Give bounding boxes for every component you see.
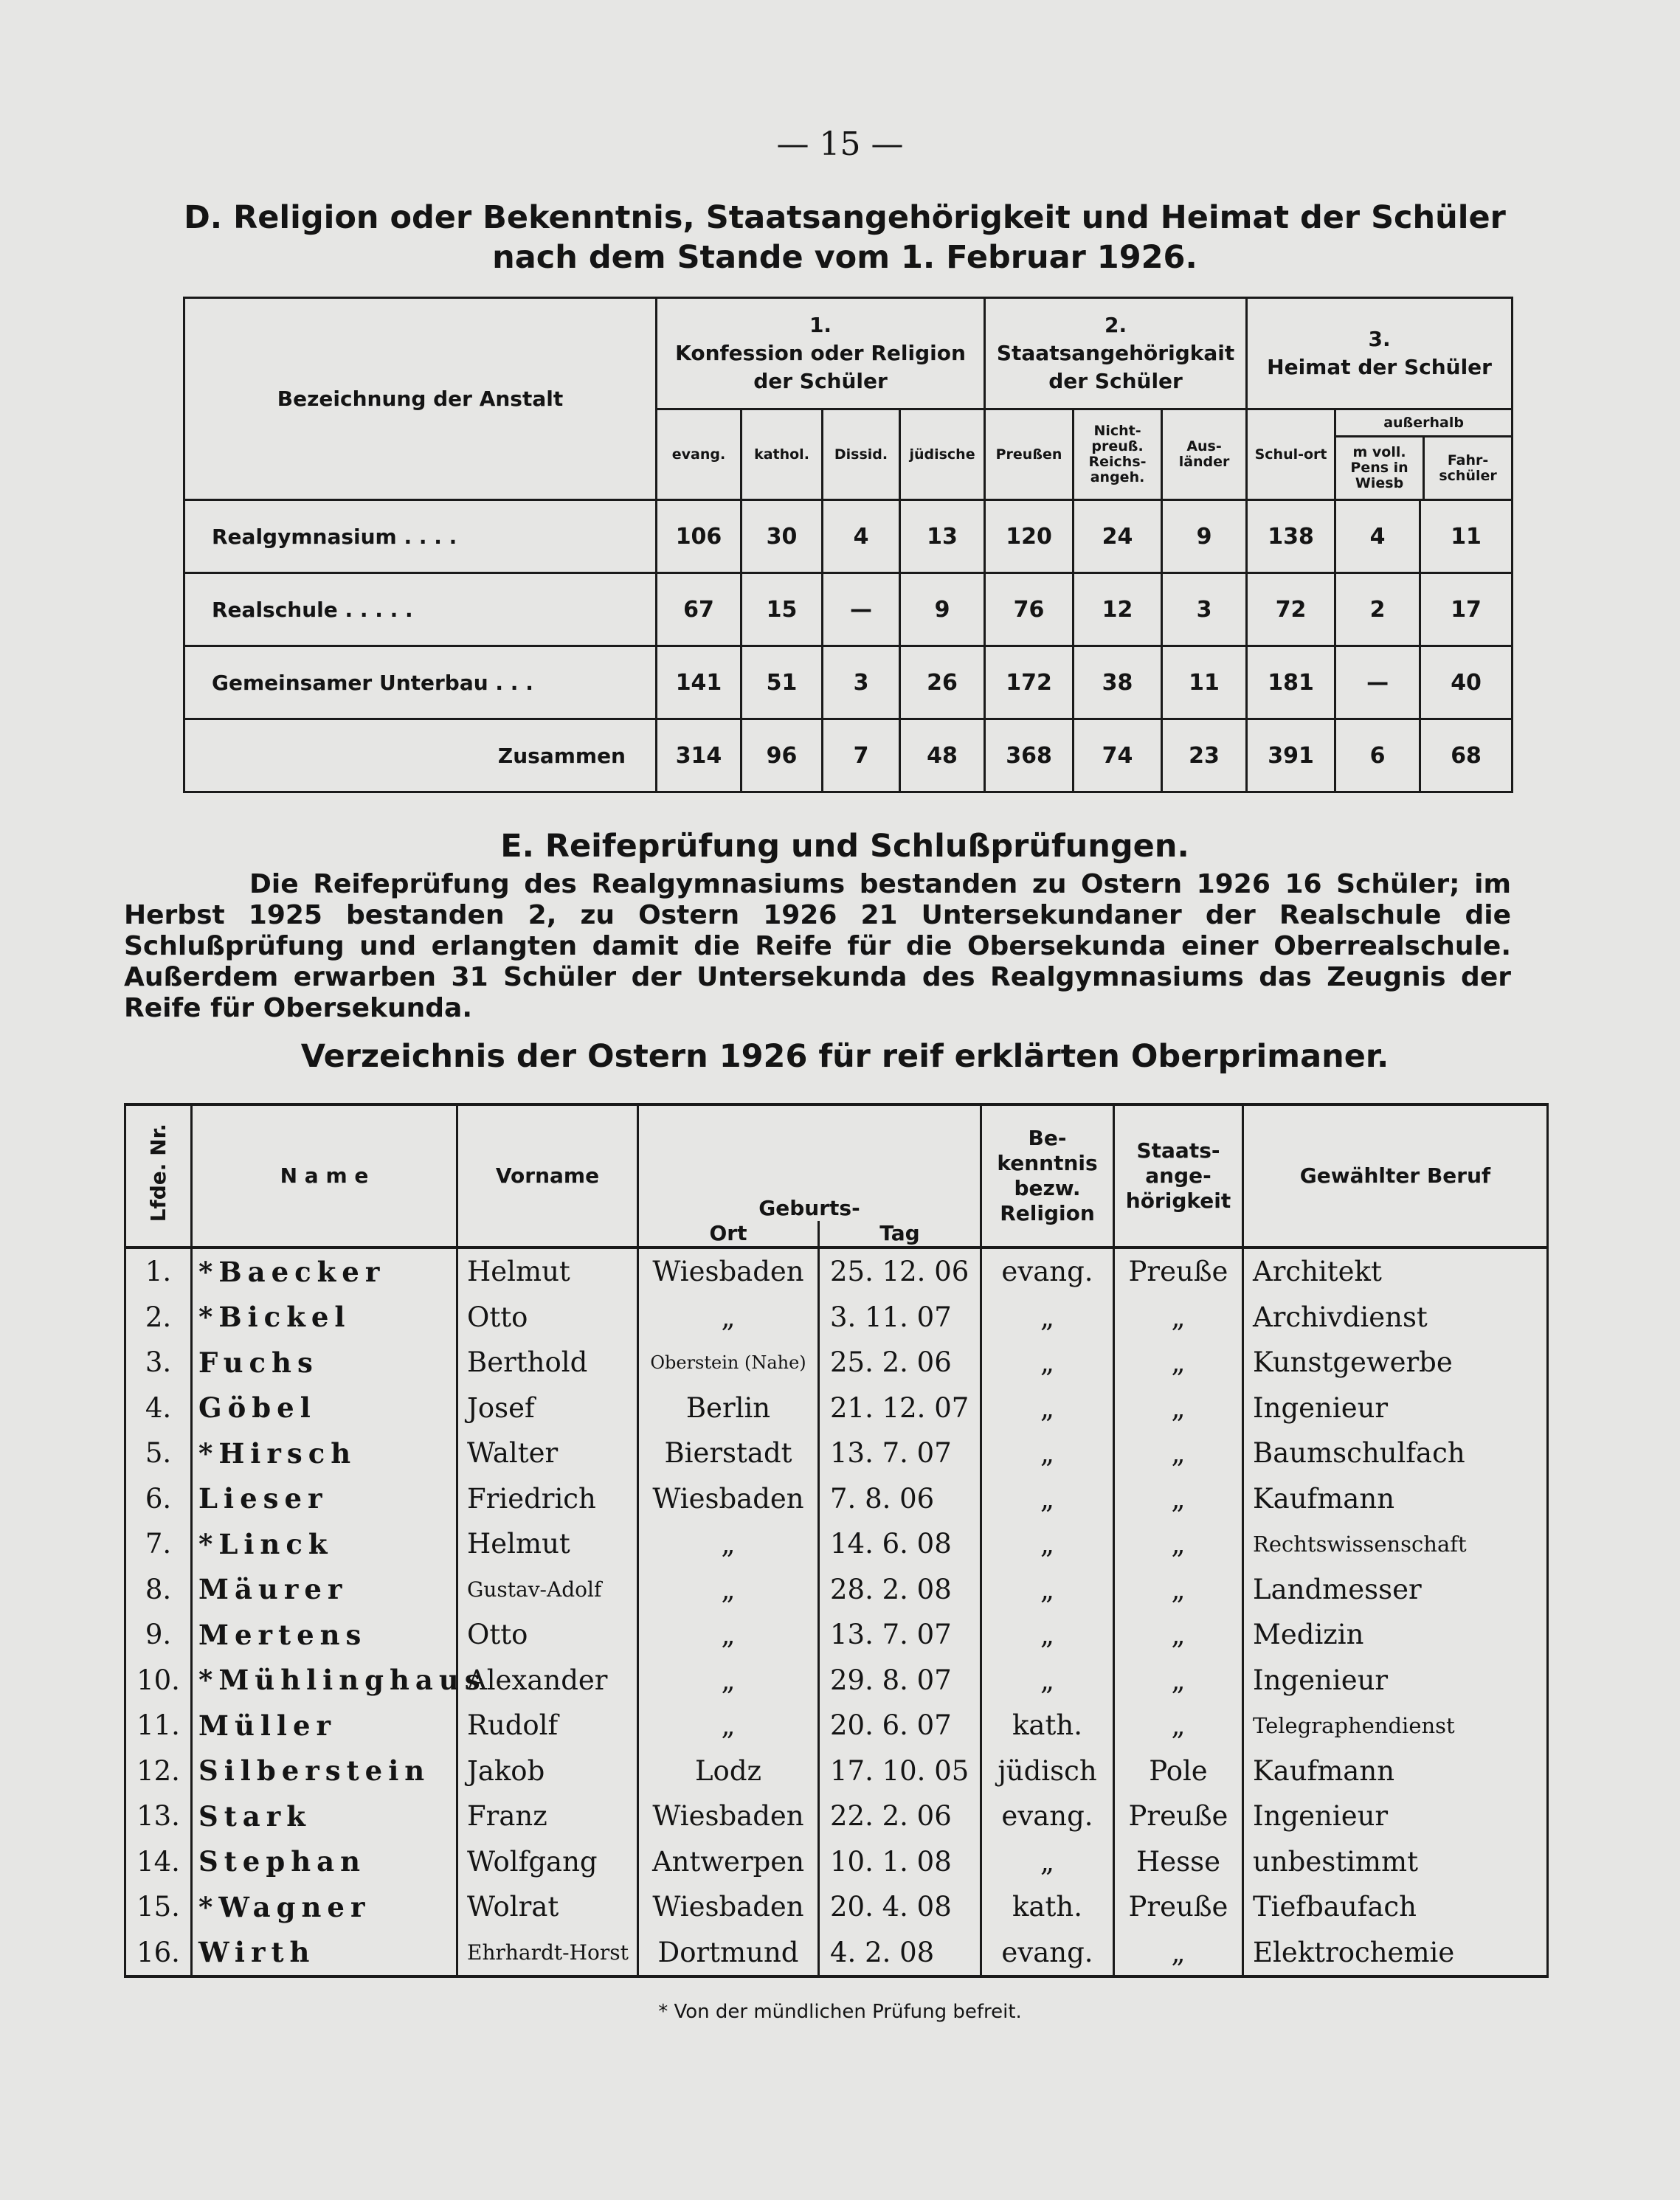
footnote: * Von der mündlichen Prüfung befreit. bbox=[658, 2001, 1022, 2023]
header-group-konfession bbox=[657, 298, 985, 409]
row-nr: 1. bbox=[125, 1248, 192, 1295]
table-row bbox=[125, 1340, 1548, 1386]
cell: 4 bbox=[823, 500, 900, 573]
cell: 72 bbox=[1247, 573, 1335, 646]
row-bekenntnis: evang. bbox=[981, 1248, 1114, 1295]
row-ort: Wiesbaden bbox=[638, 1793, 819, 1839]
row-vorname: Helmut bbox=[457, 1248, 638, 1295]
cell: 106 bbox=[657, 500, 742, 573]
row-bekenntnis: „ bbox=[981, 1612, 1114, 1658]
cell: 368 bbox=[985, 719, 1074, 792]
row-ort: Antwerpen bbox=[638, 1839, 819, 1885]
row-ort: „ bbox=[638, 1295, 819, 1341]
row-staat: „ bbox=[1114, 1521, 1243, 1567]
row-bekenntnis: „ bbox=[981, 1567, 1114, 1613]
row-name: Wirth bbox=[192, 1930, 457, 1977]
cell: 7 bbox=[823, 719, 900, 792]
cell: 40 bbox=[1420, 646, 1513, 719]
row-ort: „ bbox=[638, 1567, 819, 1613]
cell: — bbox=[1335, 646, 1420, 719]
cell: 26 bbox=[900, 646, 985, 719]
row-beruf: Medizin bbox=[1243, 1612, 1548, 1658]
cell: 76 bbox=[985, 573, 1074, 646]
row-staat: „ bbox=[1114, 1340, 1243, 1386]
row-nr: 13. bbox=[125, 1793, 192, 1839]
cell: 181 bbox=[1247, 646, 1335, 719]
row-bekenntnis: kath. bbox=[981, 1703, 1114, 1748]
header-staats: Staats-ange-hörigkeit bbox=[1114, 1104, 1243, 1248]
row-staat: „ bbox=[1114, 1476, 1243, 1522]
row-nr: 5. bbox=[125, 1431, 192, 1476]
cell: 138 bbox=[1247, 500, 1335, 573]
row-vorname: Franz bbox=[457, 1793, 638, 1839]
row-vorname: Josef bbox=[457, 1386, 638, 1431]
row-staat: „ bbox=[1114, 1612, 1243, 1658]
row-tag: 20. 4. 08 bbox=[819, 1884, 981, 1930]
row-tag: 13. 7. 07 bbox=[819, 1431, 981, 1476]
row-tag: 14. 6. 08 bbox=[819, 1521, 981, 1567]
row-nr: 7. bbox=[125, 1521, 192, 1567]
header-schulort: Schul-ort bbox=[1247, 409, 1335, 500]
row-nr: 3. bbox=[125, 1340, 192, 1386]
row-tag: 22. 2. 06 bbox=[819, 1793, 981, 1839]
row-ort: Wiesbaden bbox=[638, 1248, 819, 1295]
header-tag: Tag bbox=[819, 1221, 981, 1248]
row-ort: Dortmund bbox=[638, 1930, 819, 1977]
header-group-heimat-num: 3. bbox=[1368, 327, 1391, 351]
table-row bbox=[125, 1793, 1548, 1839]
cell: 23 bbox=[1162, 719, 1247, 792]
section-e-paragraph: Die Reifeprüfung des Realgymnasiums bestanden zu Ostern 1926 16 Schüler; im Herbst 1925 bestanden 2, zu Ostern 1926 21 Untersekundaner der Realschule die Schlußprüfung und erlangten damit die Reife für die Obersekunda einer Oberrealschule. Außerdem erwarben 31 Schüler der Untersekunda des Realgymnasiums das Zeugnis der Reife für Obersekunda. bbox=[124, 869, 1511, 1023]
row-nr: 4. bbox=[125, 1386, 192, 1431]
row-bekenntnis: evang. bbox=[981, 1930, 1114, 1977]
header-ort: Ort bbox=[638, 1221, 819, 1248]
row-name: *Hirsch bbox=[192, 1431, 457, 1476]
row-ort: „ bbox=[638, 1658, 819, 1703]
table-row bbox=[125, 1703, 1548, 1748]
cell: 391 bbox=[1247, 719, 1335, 792]
row-name: Stephan bbox=[192, 1839, 457, 1885]
row-ort: Wiesbaden bbox=[638, 1884, 819, 1930]
row-ort: Oberstein (Nahe) bbox=[638, 1340, 819, 1386]
row-ort: „ bbox=[638, 1521, 819, 1567]
row-vorname: Walter bbox=[457, 1431, 638, 1476]
row-bekenntnis: „ bbox=[981, 1386, 1114, 1431]
header-beruf: Gewählter Beruf bbox=[1243, 1104, 1548, 1248]
row-bekenntnis: „ bbox=[981, 1839, 1114, 1885]
row-nr: 9. bbox=[125, 1612, 192, 1658]
row-ort: Wiesbaden bbox=[638, 1476, 819, 1522]
header-group-heimat bbox=[1247, 298, 1513, 409]
row-bekenntnis: „ bbox=[981, 1295, 1114, 1341]
row-tag: 3. 11. 07 bbox=[819, 1295, 981, 1341]
cell: 9 bbox=[1162, 500, 1247, 573]
table-row-total bbox=[184, 719, 1513, 792]
row-staat: Hesse bbox=[1114, 1839, 1243, 1885]
row-beruf: Tiefbaufach bbox=[1243, 1884, 1548, 1930]
row-vorname: Wolfgang bbox=[457, 1839, 638, 1885]
cell: 3 bbox=[1162, 573, 1247, 646]
header-bekenntnis: Be-kenntnis bezw. Religion bbox=[981, 1104, 1114, 1248]
row-beruf: Ingenieur bbox=[1243, 1793, 1548, 1839]
religion-statistics-table bbox=[183, 297, 1513, 793]
row-beruf: Ingenieur bbox=[1243, 1386, 1548, 1431]
cell: 141 bbox=[657, 646, 742, 719]
row-tag: 13. 7. 07 bbox=[819, 1612, 981, 1658]
row-vorname: Berthold bbox=[457, 1340, 638, 1386]
header-nichtpreuss: Nicht-preuß. Reichs-angeh. bbox=[1074, 409, 1162, 500]
section-d-title bbox=[170, 198, 1520, 277]
header-anstalt: Bezeichnung der Anstalt bbox=[184, 298, 657, 500]
row-tag: 21. 12. 07 bbox=[819, 1386, 981, 1431]
row-name: *Wagner bbox=[192, 1884, 457, 1930]
row-tag: 17. 10. 05 bbox=[819, 1748, 981, 1794]
table-row bbox=[125, 1476, 1548, 1522]
table-row bbox=[125, 1521, 1548, 1567]
row-label: Realschule . . . . . bbox=[184, 573, 657, 646]
cell: 2 bbox=[1335, 573, 1420, 646]
row-beruf: Telegraphendienst bbox=[1243, 1703, 1548, 1748]
header-vorname: Vorname bbox=[457, 1104, 638, 1248]
row-staat: „ bbox=[1114, 1386, 1243, 1431]
row-tag: 29. 8. 07 bbox=[819, 1658, 981, 1703]
row-tag: 7. 8. 06 bbox=[819, 1476, 981, 1522]
row-beruf: unbestimmt bbox=[1243, 1839, 1548, 1885]
row-name: *Baecker bbox=[192, 1248, 457, 1295]
row-staat: „ bbox=[1114, 1295, 1243, 1341]
row-staat: „ bbox=[1114, 1930, 1243, 1977]
row-bekenntnis: „ bbox=[981, 1431, 1114, 1476]
header-name: N a m e bbox=[192, 1104, 457, 1248]
table-row bbox=[125, 1839, 1548, 1885]
cell: — bbox=[823, 573, 900, 646]
header-preussen: Preußen bbox=[985, 409, 1074, 500]
section-d-title-line2: nach dem Stande vom 1. Februar 1926. bbox=[492, 239, 1197, 276]
table-row bbox=[184, 646, 1513, 719]
row-tag: 25. 12. 06 bbox=[819, 1248, 981, 1295]
row-vorname: Alexander bbox=[457, 1658, 638, 1703]
row-tag: 10. 1. 08 bbox=[819, 1839, 981, 1885]
header-group-staat-label: Staatsangehörigkait der Schüler bbox=[996, 341, 1235, 393]
row-beruf: Elektrochemie bbox=[1243, 1930, 1548, 1977]
header-pension: m voll. Pens in Wiesb bbox=[1336, 437, 1425, 499]
table-row bbox=[125, 1930, 1548, 1977]
header-ausserhalb bbox=[1335, 409, 1513, 500]
row-bekenntnis: „ bbox=[981, 1340, 1114, 1386]
row-beruf: Kunstgewerbe bbox=[1243, 1340, 1548, 1386]
row-tag: 20. 6. 07 bbox=[819, 1703, 981, 1748]
row-name: Fuchs bbox=[192, 1340, 457, 1386]
cell: 13 bbox=[900, 500, 985, 573]
row-label: Realgymnasium . . . . bbox=[184, 500, 657, 573]
row-tag: 25. 2. 06 bbox=[819, 1340, 981, 1386]
header-auslaender: Aus-länder bbox=[1162, 409, 1247, 500]
cell: 74 bbox=[1074, 719, 1162, 792]
row-beruf: Baumschulfach bbox=[1243, 1431, 1548, 1476]
row-name: *Linck bbox=[192, 1521, 457, 1567]
table-row bbox=[125, 1612, 1548, 1658]
row-staat: Preuße bbox=[1114, 1884, 1243, 1930]
cell: 12 bbox=[1074, 573, 1162, 646]
verzeichnis-title: Verzeichnis der Ostern 1926 für reif erklärten Oberprimaner. bbox=[300, 1038, 1389, 1075]
header-juedische: jüdische bbox=[900, 409, 985, 500]
row-ort: „ bbox=[638, 1612, 819, 1658]
header-kathol: kathol. bbox=[742, 409, 823, 500]
cell: 38 bbox=[1074, 646, 1162, 719]
table-row bbox=[184, 573, 1513, 646]
row-ort: „ bbox=[638, 1703, 819, 1748]
table-row bbox=[125, 1386, 1548, 1431]
row-beruf: Rechtswissenschaft bbox=[1243, 1521, 1548, 1567]
cell: 24 bbox=[1074, 500, 1162, 573]
table-row bbox=[125, 1658, 1548, 1703]
row-name: Lieser bbox=[192, 1476, 457, 1522]
cell: 48 bbox=[900, 719, 985, 792]
header-group-konfession-num: 1. bbox=[809, 313, 832, 337]
row-bekenntnis: „ bbox=[981, 1476, 1114, 1522]
cell: 9 bbox=[900, 573, 985, 646]
row-vorname: Gustav-Adolf bbox=[457, 1567, 638, 1613]
row-beruf: Landmesser bbox=[1243, 1567, 1548, 1613]
row-staat: Pole bbox=[1114, 1748, 1243, 1794]
row-beruf: Archivdienst bbox=[1243, 1295, 1548, 1341]
cell: 15 bbox=[742, 573, 823, 646]
row-vorname: Helmut bbox=[457, 1521, 638, 1567]
section-e-title: E. Reifeprüfung und Schlußprüfungen. bbox=[500, 828, 1189, 865]
row-staat: „ bbox=[1114, 1658, 1243, 1703]
table-row bbox=[125, 1748, 1548, 1794]
header-group-konfession-label: Konfession oder Religion der Schüler bbox=[675, 341, 966, 393]
row-beruf: Ingenieur bbox=[1243, 1658, 1548, 1703]
header-evang: evang. bbox=[657, 409, 742, 500]
row-name: Silberstein bbox=[192, 1748, 457, 1794]
row-vorname: Jakob bbox=[457, 1748, 638, 1794]
row-label-total: Zusammen bbox=[184, 719, 657, 792]
table-row bbox=[125, 1884, 1548, 1930]
row-bekenntnis: „ bbox=[981, 1658, 1114, 1703]
row-ort: Lodz bbox=[638, 1748, 819, 1794]
row-name: Stark bbox=[192, 1793, 457, 1839]
row-staat: „ bbox=[1114, 1703, 1243, 1748]
row-beruf: Architekt bbox=[1243, 1248, 1548, 1295]
row-nr: 6. bbox=[125, 1476, 192, 1522]
header-fahrschueler: Fahr-schüler bbox=[1439, 452, 1497, 484]
row-name: *Bickel bbox=[192, 1295, 457, 1341]
header-dissid: Dissid. bbox=[823, 409, 900, 500]
row-bekenntnis: jüdisch bbox=[981, 1748, 1114, 1794]
header-group-staat bbox=[985, 298, 1247, 409]
table-row bbox=[184, 500, 1513, 573]
row-staat: „ bbox=[1114, 1431, 1243, 1476]
row-vorname: Friedrich bbox=[457, 1476, 638, 1522]
row-name: Mäurer bbox=[192, 1567, 457, 1613]
row-name: Göbel bbox=[192, 1386, 457, 1431]
header-ausserhalb-label: außerhalb bbox=[1336, 410, 1511, 437]
cell: 96 bbox=[742, 719, 823, 792]
cell: 51 bbox=[742, 646, 823, 719]
cell: 314 bbox=[657, 719, 742, 792]
row-vorname: Rudolf bbox=[457, 1703, 638, 1748]
row-tag: 28. 2. 08 bbox=[819, 1567, 981, 1613]
cell: 11 bbox=[1162, 646, 1247, 719]
header-nr bbox=[125, 1104, 192, 1248]
row-staat: „ bbox=[1114, 1567, 1243, 1613]
row-vorname: Otto bbox=[457, 1612, 638, 1658]
row-vorname: Otto bbox=[457, 1295, 638, 1341]
table-row bbox=[125, 1295, 1548, 1341]
row-beruf: Kaufmann bbox=[1243, 1476, 1548, 1522]
row-ort: Berlin bbox=[638, 1386, 819, 1431]
graduates-table bbox=[124, 1103, 1549, 1978]
cell: 4 bbox=[1335, 500, 1420, 573]
cell: 30 bbox=[742, 500, 823, 573]
row-nr: 8. bbox=[125, 1567, 192, 1613]
row-name: *Mühlinghaus bbox=[192, 1658, 457, 1703]
table-row bbox=[125, 1431, 1548, 1476]
cell: 17 bbox=[1420, 573, 1513, 646]
cell: 11 bbox=[1420, 500, 1513, 573]
cell: 120 bbox=[985, 500, 1074, 573]
row-nr: 11. bbox=[125, 1703, 192, 1748]
cell: 68 bbox=[1420, 719, 1513, 792]
row-name: Müller bbox=[192, 1703, 457, 1748]
row-tag: 4. 2. 08 bbox=[819, 1930, 981, 1977]
cell: 6 bbox=[1335, 719, 1420, 792]
cell: 3 bbox=[823, 646, 900, 719]
table-row bbox=[125, 1248, 1548, 1295]
row-nr: 15. bbox=[125, 1884, 192, 1930]
row-staat: Preuße bbox=[1114, 1793, 1243, 1839]
row-bekenntnis: „ bbox=[981, 1521, 1114, 1567]
header-group-heimat-label: Heimat der Schüler bbox=[1267, 355, 1492, 379]
header-nr-text: Lfde. Nr. bbox=[145, 1124, 170, 1222]
row-ort: Bierstadt bbox=[638, 1431, 819, 1476]
row-nr: 16. bbox=[125, 1930, 192, 1977]
header-geburts: Geburts- bbox=[638, 1104, 981, 1221]
row-vorname: Wolrat bbox=[457, 1884, 638, 1930]
row-nr: 14. bbox=[125, 1839, 192, 1885]
row-label: Gemeinsamer Unterbau . . . bbox=[184, 646, 657, 719]
cell: 172 bbox=[985, 646, 1074, 719]
row-name: Mertens bbox=[192, 1612, 457, 1658]
table-row bbox=[125, 1567, 1548, 1613]
row-staat: Preuße bbox=[1114, 1248, 1243, 1295]
cell: 67 bbox=[657, 573, 742, 646]
row-nr: 12. bbox=[125, 1748, 192, 1794]
row-nr: 2. bbox=[125, 1295, 192, 1341]
header-group-staat-num: 2. bbox=[1104, 313, 1127, 337]
row-beruf: Kaufmann bbox=[1243, 1748, 1548, 1794]
row-vorname: Ehrhardt-Horst bbox=[457, 1930, 638, 1977]
row-nr: 10. bbox=[125, 1658, 192, 1703]
section-d-title-line1: D. Religion oder Bekenntnis, Staatsangehörigkeit und Heimat der Schüler bbox=[184, 199, 1506, 236]
row-bekenntnis: kath. bbox=[981, 1884, 1114, 1930]
page-number: — 15 — bbox=[776, 125, 904, 163]
row-bekenntnis: evang. bbox=[981, 1793, 1114, 1839]
